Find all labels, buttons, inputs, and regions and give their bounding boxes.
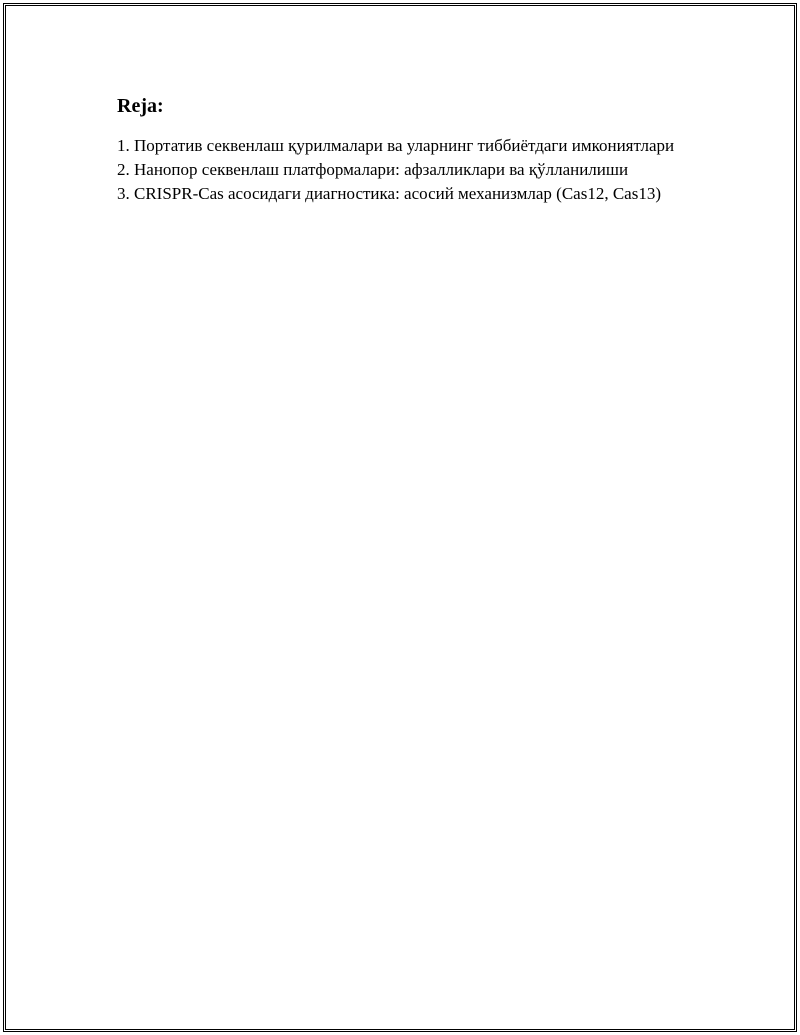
plan-item-3: 3. CRISPR-Cas асосидаги диагностика: асосий механизмлар (Cas12, Cas13) bbox=[117, 184, 661, 203]
plan-list bbox=[117, 134, 677, 206]
plan-item-1: 1. Портатив секвенлаш қурилмалари ва уларнинг тиббиётдаги имкониятлари bbox=[117, 136, 675, 155]
plan-item-2: 2. Нанопор секвенлаш платформалари: афзалликлари ва қўлланилиши bbox=[117, 160, 629, 179]
document-body bbox=[117, 92, 677, 206]
plan-heading: Reja: bbox=[117, 95, 164, 117]
